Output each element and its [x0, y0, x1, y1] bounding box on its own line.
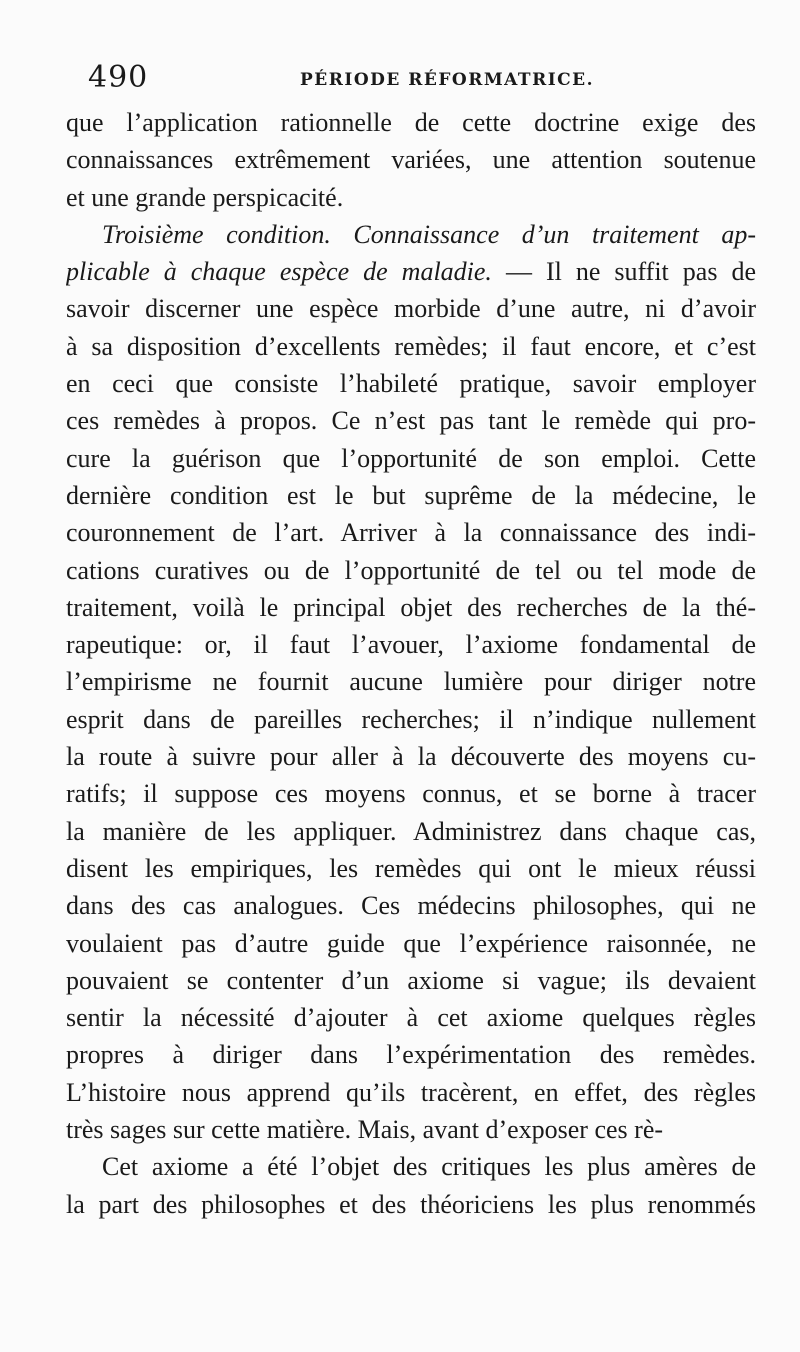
text-line: la manière de les appliquer. Administrez dans chaque cas, [66, 816, 756, 846]
text-line: rapeutique: or, il faut l’avouer, l’axiome fondamental de [66, 630, 756, 660]
text-line: ces remèdes à propos. Ce n’est pas tant le remède qui pro- [66, 406, 756, 436]
text-line: dans des cas analogues. Ces médecins philosophes, qui ne [66, 891, 756, 921]
text-line: et une grande perspicacité. [66, 182, 344, 212]
text-line: propres à diriger dans l’expérimentation des remèdes. [66, 1040, 756, 1070]
text-line: couronnement de l’art. Arriver à la connaissance des indi- [66, 518, 756, 548]
text-line: cure la guérison que l’opportunité de son emploi. Cette [66, 443, 756, 473]
text-line: cations curatives ou de l’opportunité de tel ou tel mode de [66, 555, 756, 585]
text-line: à sa disposition d’excellents remèdes; il faut encore, et c’est [66, 331, 756, 361]
text-line: traitement, voilà le principal objet des recherches de la thé- [66, 592, 756, 622]
body-text [66, 104, 756, 1223]
text-line: la part des philosophes et des théoriciens les plus renommés [66, 1189, 756, 1219]
text-line: l’empirisme ne fournit aucune lumière pour diriger notre [66, 667, 756, 697]
running-title: PÉRIODE RÉFORMATRICE. [300, 70, 595, 90]
page-number: 490 [88, 60, 149, 95]
text-line: connaissances extrêmement variées, une attention soutenue [66, 145, 756, 175]
text-line: esprit dans de pareilles recherches; il n’indique nullement [66, 704, 756, 734]
text-line: savoir discerner une espèce morbide d’une autre, ni d’avoir [66, 294, 756, 324]
text-line: en ceci que consiste l’habileté pratique, savoir employer [66, 369, 756, 399]
text-line: dernière condition est le but suprême de la médecine, le [66, 480, 756, 510]
text-line [66, 253, 756, 290]
text-line: la route à suivre pour aller à la découverte des moyens cu- [66, 742, 756, 772]
text-line: Cet axiome a été l’objet des critiques les plus amères de [102, 1152, 756, 1182]
text-line: L’histoire nous apprend qu’ils tracèrent, en effet, des règles [66, 1077, 756, 1107]
text-line: voulaient pas d’autre guide que l’expérience raisonnée, ne [66, 928, 756, 958]
text-line: disent les empiriques, les remèdes qui ont le mieux réussi [66, 853, 756, 883]
text-line: que l’application rationnelle de cette doctrine exige des [66, 108, 756, 137]
text-line: très sages sur cette matière. Mais, avant d’exposer ces rè- [66, 1115, 664, 1145]
text-line: pouvaient se contenter d’un axiome si vague; ils devaient [66, 965, 756, 995]
section-heading-continuation: plicable à chaque espèce de maladie. [66, 257, 492, 287]
text-line: sentir la nécessité d’ajouter à cet axiome quelques règles [66, 1003, 756, 1033]
text-fragment: — Il ne suffit pas de [491, 257, 756, 287]
section-heading-line: Troisième condition. Connaissance d’un traitement ap- [102, 219, 756, 249]
page-header [88, 60, 768, 96]
text-line: ratifs; il suppose ces moyens connus, et se borne à tracer [66, 779, 756, 809]
